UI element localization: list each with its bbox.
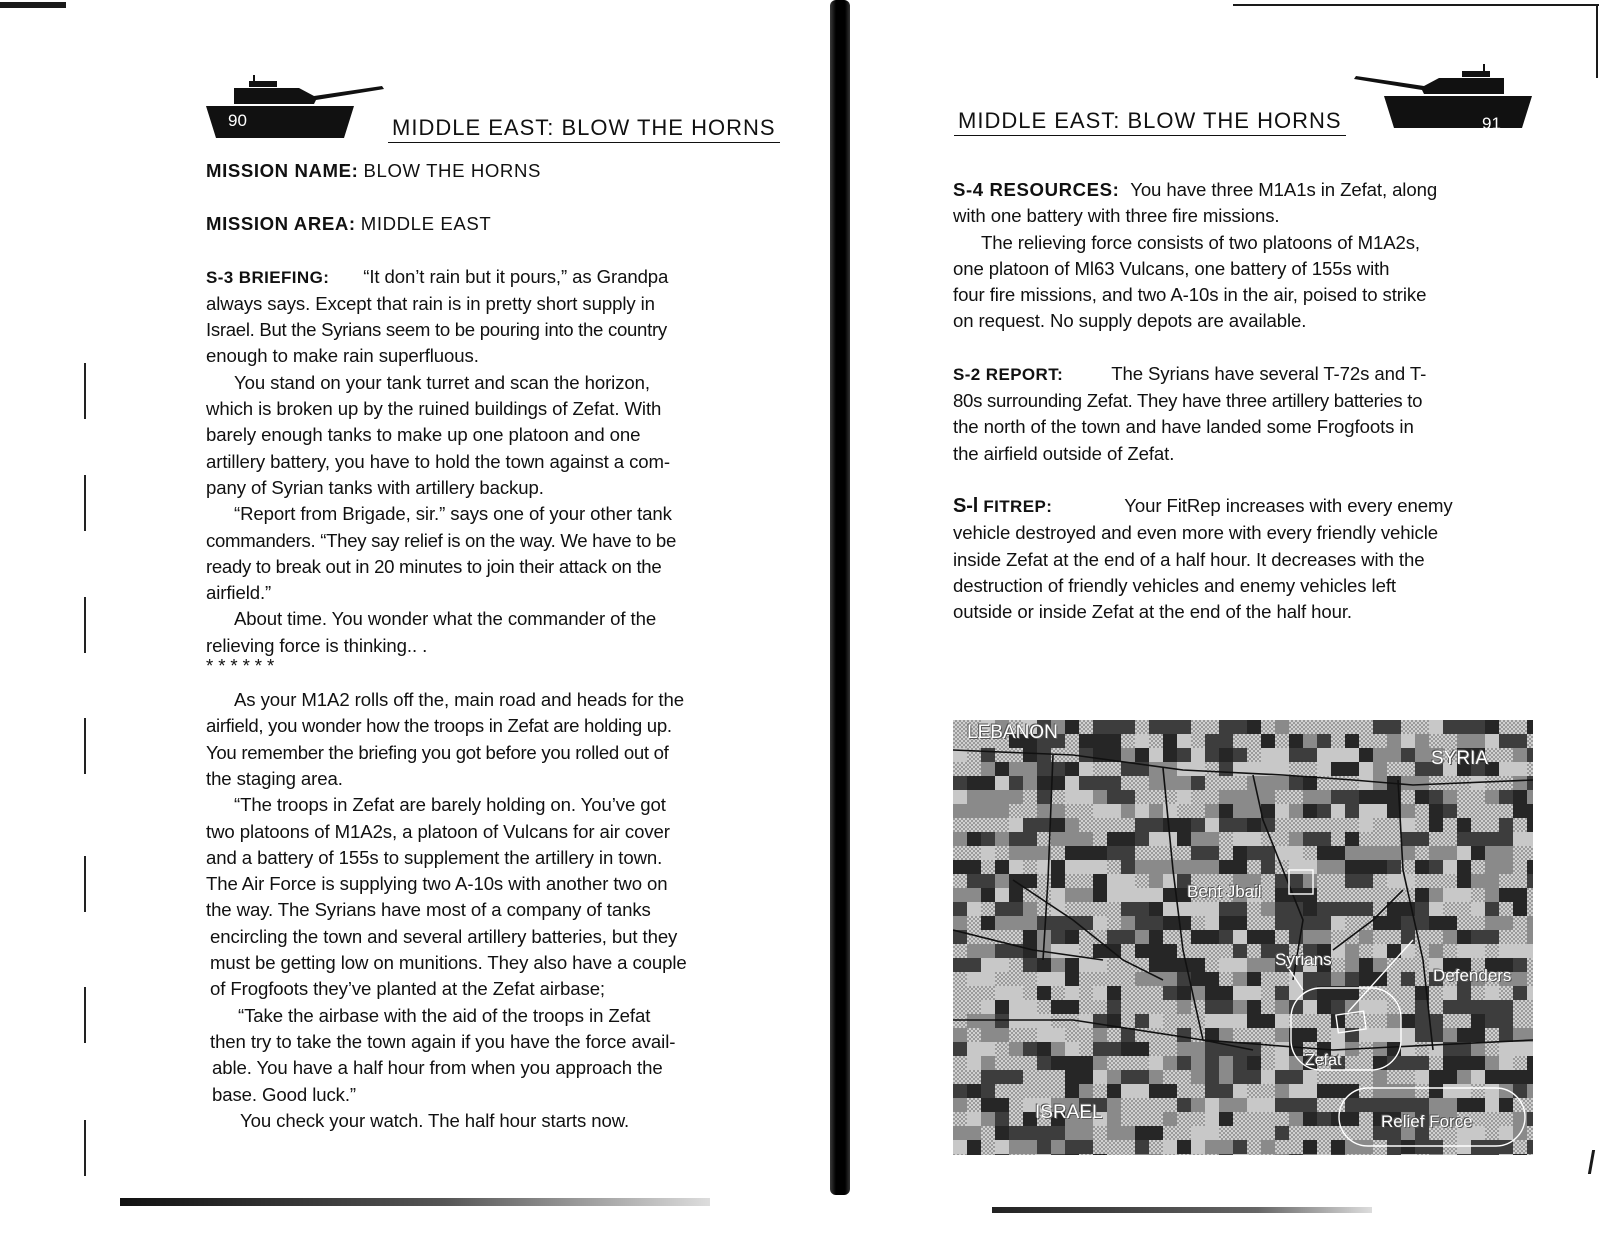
- scan-artifact-right-edge: [1596, 4, 1598, 78]
- margin-mark: [84, 987, 86, 1043]
- briefing-line: and a battery of 155s to supplement the artillery in town.: [206, 846, 663, 868]
- briefing-line: airfield, you wonder how the troops in Zefat are holding up.: [206, 715, 672, 737]
- map-label-syria: SYRIA: [1431, 748, 1489, 769]
- fitrep-line: outside or inside Zefat at the end of the half hour.: [953, 601, 1352, 623]
- briefing-line: then try to take the town again if you have the force avail-: [210, 1030, 676, 1052]
- section-break: * * * * * *: [206, 655, 275, 677]
- tank-icon: [1352, 62, 1534, 137]
- report-line: S-2 REPORT: The Syrians have several T-72s and T-: [953, 362, 1427, 384]
- briefing-line: two platoons of M1A2s, a platoon of Vulcans for air cover: [206, 820, 670, 842]
- briefing-line: About time. You wonder what the commander of the: [234, 608, 657, 630]
- scan-artifact-right-mark: [1588, 1150, 1595, 1174]
- map-label-lebanon: LEBANON: [967, 722, 1058, 743]
- fitrep-line: S-l FITREP: Your FitRep increases with every enemy: [953, 494, 1453, 517]
- left-page-body: [206, 158, 786, 1134]
- briefing-line: the way. The Syrians have most of a company of tanks: [206, 899, 651, 921]
- briefing-line: “The troops in Zefat are barely holding on. You’ve got: [234, 794, 666, 816]
- briefing-line: The Air Force is supplying two A-10s with another two on: [206, 873, 668, 895]
- fitrep-line: destruction of friendly vehicles and enemy vehicles left: [953, 574, 1396, 596]
- scan-artifact-top-right: [1233, 4, 1599, 6]
- tank-icon: [204, 72, 386, 147]
- resources-line: on request. No supply depots are available.: [953, 310, 1307, 332]
- page-number: 90: [228, 111, 247, 130]
- briefing-line: airfield.”: [206, 582, 272, 604]
- margin-mark: [84, 856, 86, 912]
- fitrep-line: vehicle destroyed and even more with every friendly vehicle: [953, 522, 1439, 544]
- book-spine: [830, 0, 850, 1195]
- briefing-line: You remember the briefing you got before you rolled out of: [206, 741, 669, 763]
- briefing-line: As your M1A2 rolls off the, main road and heads for the: [234, 689, 684, 711]
- margin-mark: [84, 363, 86, 419]
- briefing-line: able. You have a half hour from when you approach the: [212, 1057, 663, 1079]
- briefing-line: relieving force is thinking.. .: [206, 634, 428, 656]
- report-line: 80s surrounding Zefat. They have three artillery batteries to: [953, 390, 1423, 412]
- briefing-line: “Take the airbase with the aid of the troops in Zefat: [238, 1004, 651, 1026]
- briefing-line: which is broken up by the ruined buildings of Zefat. With: [206, 398, 662, 420]
- map-label-relief-force: Relief Force: [1381, 1112, 1473, 1131]
- briefing-line: S-3 BRIEFING: “It don’t rain but it pours,” as Grandpa: [206, 265, 669, 287]
- scan-smear: [992, 1204, 1372, 1216]
- page-header: MIDDLE EAST: BLOW THE HORNS: [954, 108, 1346, 136]
- briefing-line: artillery battery, you have to hold the town against a com-: [206, 450, 671, 472]
- map-label-defenders: Defenders: [1433, 966, 1512, 985]
- briefing-line: Israel. But the Syrians seem to be pouring into the country: [206, 319, 667, 341]
- mission-area: MISSION AREA: MIDDLE EAST: [206, 213, 492, 235]
- briefing-line: “Report from Brigade, sir.” says one of your other tank: [234, 503, 672, 525]
- fitrep-line: inside Zefat at the end of a half hour. It decreases with the: [953, 548, 1425, 570]
- resources-line: S-4 RESOURCES: You have three M1A1s in Zefat, along: [953, 179, 1438, 200]
- briefing-line: base. Good luck.”: [212, 1083, 357, 1105]
- resources-line: four fire missions, and two A-10s in the air, poised to strike: [953, 284, 1427, 306]
- map-label-bent-jbail: Bent Jbail: [1187, 882, 1262, 901]
- page-number: 91: [1482, 114, 1501, 133]
- briefing-line: of Frogfoots they’ve planted at the Zefat airbase;: [210, 978, 606, 1000]
- briefing-line: You stand on your tank turret and scan the horizon,: [234, 371, 650, 393]
- briefing-line: the staging area.: [206, 767, 343, 789]
- briefing-line: must be getting low on munitions. They also have a couple: [210, 952, 687, 974]
- resources-line: with one battery with three fire missions.: [953, 205, 1280, 227]
- scan-artifact-top-left: [0, 2, 66, 8]
- briefing-line: pany of Syrian tanks with artillery backup.: [206, 476, 544, 498]
- map-label-zefat: Zefat: [1305, 1052, 1342, 1069]
- briefing-line: commanders. “They say relief is on the way. We have to be: [206, 529, 676, 551]
- map-label-syrians: Syrians: [1275, 950, 1332, 969]
- briefing-line: always says. Except that rain is in pretty short supply in: [206, 292, 655, 314]
- terrain-map-graphic: [953, 720, 1533, 1155]
- page-header: MIDDLE EAST: BLOW THE HORNS: [388, 115, 780, 143]
- scan-smear: [120, 1196, 710, 1208]
- report-line: the airfield outside of Zefat.: [953, 442, 1175, 464]
- briefing-line: barely enough tanks to make up one platoon and one: [206, 424, 641, 446]
- briefing-line: ready to break out in 20 minutes to join their attack on the: [206, 555, 662, 577]
- resources-line: one platoon of Ml63 Vulcans, one battery of 155s with: [953, 257, 1390, 279]
- briefing-line: enough to make rain superfluous.: [206, 345, 479, 367]
- margin-mark: [84, 1120, 86, 1176]
- briefing-line: You check your watch. The half hour starts now.: [240, 1109, 630, 1131]
- margin-mark: [84, 475, 86, 531]
- report-line: the north of the town and have landed some Frogfoots in: [953, 416, 1414, 438]
- mission-name: MISSION NAME: BLOW THE HORNS: [206, 160, 541, 181]
- margin-mark: [84, 597, 86, 653]
- map-label-israel: ISRAEL: [1035, 1102, 1103, 1123]
- margin-mark: [84, 718, 86, 774]
- right-page-body: [953, 177, 1543, 625]
- resources-line: The relieving force consists of two platoons of M1A2s,: [981, 231, 1420, 253]
- mission-map: [953, 720, 1533, 1155]
- briefing-line: encircling the town and several artillery batteries, but they: [210, 925, 678, 947]
